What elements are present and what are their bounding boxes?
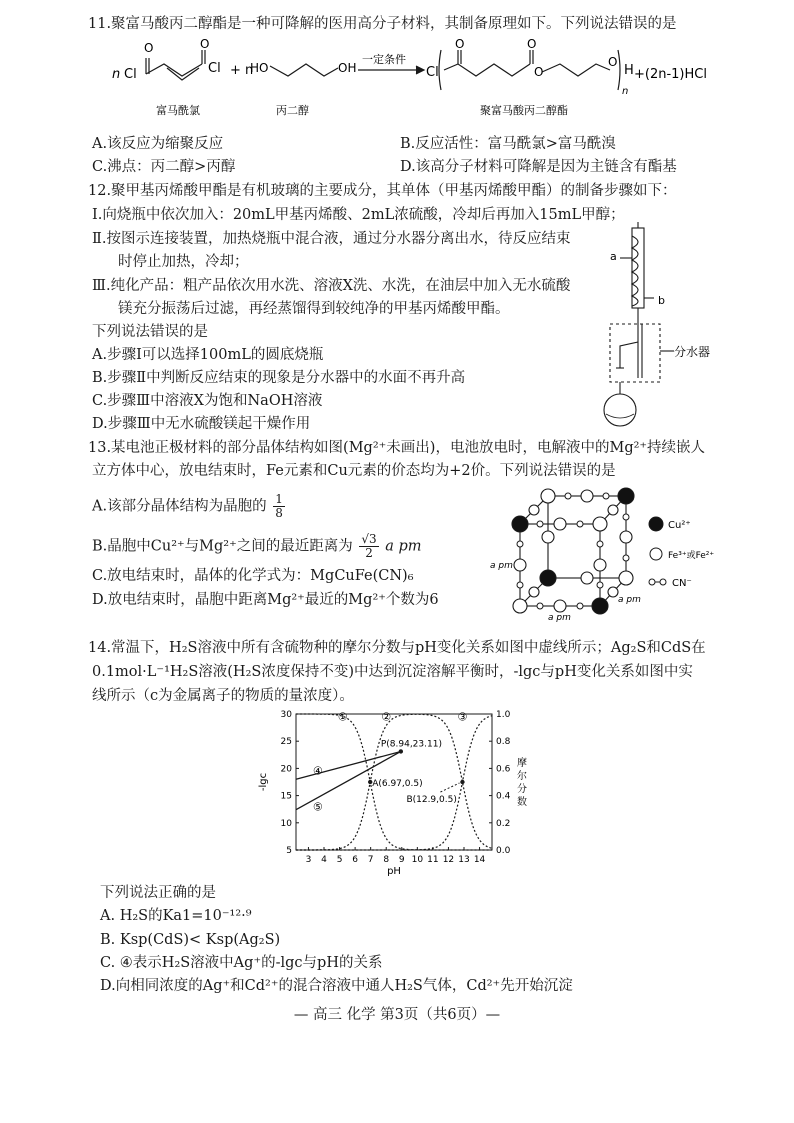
label-b: b <box>658 294 665 307</box>
label-propanediol: 丙二醇 <box>276 104 309 117</box>
edge-label-left: a pm <box>490 561 513 571</box>
y-left-tick-label: 25 <box>280 737 292 748</box>
q14-option-d: D.向相同浓度的Ag⁺和Cd²⁺的混合溶液中通人H₂S气体，Cd²⁺先开始沉淀 <box>100 978 573 994</box>
y-left-tick-label: 10 <box>280 818 292 829</box>
product-tail: +(2n-1)HCl <box>634 67 707 82</box>
q14-option-b: B. Ksp(CdS)< Ksp(Ag₂S) <box>100 932 281 948</box>
point-p <box>399 749 403 753</box>
x-tick-label: 8 <box>383 855 390 865</box>
q12-option-d: D.步骤Ⅲ中无水硫酸镁起干燥作用 <box>92 416 311 432</box>
y-right-tick-label: 0.2 <box>496 818 511 829</box>
coef-n: n <box>112 67 121 82</box>
legend-cn: CN⁻ <box>672 578 692 589</box>
q14-option-c: C. ④表示H₂S溶液中Ag⁺的-lgc与pH的关系 <box>100 955 383 971</box>
y-left-tick-label: 5 <box>286 846 292 856</box>
y-left-tick-label: 20 <box>280 764 292 775</box>
x-tick-label: 7 <box>367 855 374 865</box>
point-p-label: P(8.94,23.11) <box>380 739 442 750</box>
x-tick-label: 6 <box>352 855 358 865</box>
y-left-tick-label: 15 <box>280 791 292 802</box>
point-a-label: A(6.97,0.5) <box>372 779 423 789</box>
q13-option-d: D.放电结束时，晶胞中距离Mg²⁺最近的Mg²⁺个数为6 <box>92 592 439 608</box>
solid-line-4 <box>296 751 401 779</box>
plus-n: + n <box>230 63 254 78</box>
point-b <box>460 780 464 784</box>
y-right-axis-label: 分 <box>517 784 527 795</box>
y-right-tick-label: 1.0 <box>496 710 511 720</box>
q13-crystal-figure <box>486 482 736 624</box>
q14-stem-3: 线所示（c为金属离子的物质的量浓度）。 <box>92 688 354 704</box>
q12-step-3-cont: 镁充分振荡后过滤，再经蒸馏得到较纯净的甲基丙烯酸甲酯。 <box>118 301 510 317</box>
point-b-arrow <box>440 783 459 792</box>
x-tick-label: 10 <box>411 855 424 865</box>
x-tick-label: 11 <box>427 855 439 865</box>
q14-stem-2: 0.1mol·L⁻¹H₂S溶液(H₂S浓度保持不变)中达到沉淀溶解平衡时，-lgc与pH变化关系如图中实 <box>92 664 693 680</box>
x-tick-label: 5 <box>336 855 343 865</box>
x-tick-label: 3 <box>305 855 312 865</box>
legend-cn-marker <box>660 579 666 585</box>
q11-reaction-scheme <box>110 36 707 120</box>
q11-option-c: C.沸点：丙二醇>丙醇 <box>92 159 236 175</box>
y-left-axis-label: -lgc <box>258 772 269 792</box>
q12-step-1: Ⅰ.向烧瓶中依次加入：20mL甲基丙烯酸、2mL浓硫酸，冷却后再加入15mL甲醇； <box>92 207 625 223</box>
q12-stem: 12.聚甲基丙烯酸甲酯是有机玻璃的主要成分，其单体（甲基丙烯酸甲酯）的制备步骤如下： <box>88 183 677 199</box>
label-a: a <box>610 250 617 263</box>
condition-label: 一定条件 <box>362 53 406 66</box>
legend-cu-marker <box>649 517 663 531</box>
subscript-n: n <box>622 86 629 97</box>
y-right-tick-label: 0.4 <box>496 791 511 802</box>
fraction-den: 2 <box>365 546 373 560</box>
x-axis-label: pH <box>387 866 401 877</box>
q13-option-a <box>92 493 285 520</box>
atom-h: H <box>624 63 634 78</box>
q14-stem-1: 14.常温下，H₂S溶液中所有含硫物种的摩尔分数与pH变化关系如图中虚线所示；Ag₂S和CdS在 <box>88 640 706 656</box>
y-right-tick-label: 0.6 <box>496 764 511 775</box>
q13-option-b <box>92 533 422 560</box>
edge-label-right: a pm <box>618 595 641 605</box>
y-right-axis-label: 尔 <box>517 771 527 782</box>
atom-o-3: O <box>455 37 465 51</box>
y-left-tick-label: 30 <box>280 710 292 720</box>
atom-cl-2: Cl <box>208 61 221 76</box>
q13-option-b-text: B.晶胞中Cu²⁺与Mg²⁺之间的最近距离为 <box>92 538 353 555</box>
q12-option-a: A.步骤Ⅰ可以选择100mL的圆底烧瓶 <box>92 347 324 363</box>
y-right-axis-label: 数 <box>517 797 527 808</box>
q11-option-d: D.该高分子材料可降解是因为主链含有酯基 <box>400 159 677 175</box>
point-b-label: B(12.9,0.5) <box>406 795 457 805</box>
curve-label-3: ③ <box>457 710 468 724</box>
q12-option-b: B.步骤Ⅱ中判断反应结束的现象是分水器中的水面不再升高 <box>92 370 466 386</box>
fraction-num: √3 <box>361 532 377 546</box>
q12-step-2: Ⅱ.按图示连接装置，加热烧瓶中混合液，通过分水器分离出水，待反应结束 <box>92 231 571 247</box>
atom-oh: OH <box>338 61 357 75</box>
q12-ask: 下列说法错误的是 <box>92 324 208 340</box>
q13-option-a-text: A.该部分晶体结构为晶胞的 <box>92 498 267 515</box>
legend-fe: Fe³⁺或Fe²⁺ <box>668 551 715 561</box>
atom-o-1: O <box>144 41 154 55</box>
atom-o-5: O <box>534 65 544 79</box>
q13-stem-2: 立方体中心，放电结束时，Fe元素和Cu元素的价态均为+2价。下列说法错误的是 <box>92 463 616 479</box>
atom-cl-3: Cl <box>426 65 439 80</box>
y-right-tick-label: 0.8 <box>496 737 511 748</box>
atom-ho: HO <box>250 61 269 75</box>
q11-option-a: A.该反应为缩聚反应 <box>92 136 224 152</box>
page-footer: — 高三 化学 第3页（共6页）— <box>293 1007 501 1023</box>
y-right-axis-label: 摩 <box>517 758 527 769</box>
atom-o-6: O <box>608 55 618 69</box>
curve-label-4: ④ <box>312 764 323 778</box>
x-tick-label: 9 <box>398 855 405 865</box>
q14-ask: 下列说法正确的是 <box>100 885 216 901</box>
x-tick-label: 12 <box>442 855 455 865</box>
legend-fe-marker <box>650 548 662 560</box>
q11-option-b: B.反应活性：富马酰氯>富马酰溴 <box>400 136 616 152</box>
y-right-tick-label: 0.0 <box>496 846 511 856</box>
label-separator: 分水器 <box>674 345 711 359</box>
q12-step-2-cont: 时停止加热，冷却； <box>118 254 249 270</box>
fraction-num: 1 <box>275 492 283 506</box>
atom-o-2: O <box>200 37 210 51</box>
atom-o-4: O <box>527 37 537 51</box>
fraction-den: 8 <box>275 506 283 520</box>
label-polymer: 聚富马酸丙二醇酯 <box>480 104 568 117</box>
q11-stem: 11.聚富马酸丙二醇酯是一种可降解的医用高分子材料，其制备原理如下。下列说法错误的是 <box>88 16 677 32</box>
q13-stem-1: 13.某电池正极材料的部分晶体结构如图(Mg²⁺未画出)，电池放电时，电解液中的Mg²⁺持续嵌人 <box>88 440 706 456</box>
x-tick-label: 13 <box>458 855 470 865</box>
x-tick-label: 14 <box>473 855 486 865</box>
x-tick-label: 4 <box>321 855 327 865</box>
q13-option-b-tail: a pm <box>385 538 422 555</box>
q12-apparatus-figure <box>590 218 720 434</box>
curve-label-5: ⑤ <box>312 800 323 814</box>
atom-cl-1: Cl <box>124 67 137 82</box>
q12-step-3: Ⅲ.纯化产品：粗产品依次用水洗、溶液X洗、水洗，在油层中加入无水硫酸 <box>92 278 571 294</box>
q14-chart <box>252 704 532 880</box>
curve-label-1: ① <box>337 710 348 724</box>
legend-cu: Cu²⁺ <box>668 520 691 531</box>
q13-option-c: C.放电结束时，晶体的化学式为：MgCuFe(CN)₆ <box>92 568 414 584</box>
label-fumaroyl: 富马酰氯 <box>156 104 200 117</box>
q14-option-a: A. H₂S的Ka1=10⁻¹²·⁹ <box>100 908 252 924</box>
edge-label-bottom: a pm <box>548 613 571 623</box>
q12-option-c: C.步骤Ⅲ中溶液X为饱和NaOH溶液 <box>92 393 323 409</box>
curve-label-2: ② <box>381 710 392 724</box>
